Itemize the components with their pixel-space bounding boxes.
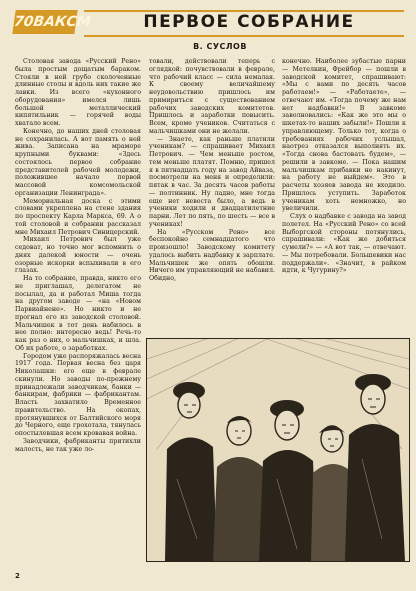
paragraph: Столовая завода «Русский Рено» была простым дощатым бараком. Стояли в ней грубо сколоченные длинные столы и вдоль них такие же лавки. Из всего «кухонного оборудования» имелся лишь большой металлический кипятильник — горячей воды хватало всем. — [15, 58, 141, 127]
paragraph: Заводчики, фабриканты притихли малость, не так уже ло- — [15, 437, 141, 453]
paragraph: — Знаете, как раньше платили ученикам? — спрашивает Михаил Петрович. — Чем меньше ростом, тем меньше платят. Помню, пришел я в пятнадцать году на завод Айваза, посмотрели на меня и определили: пятак в час. За десять часов работы — полтинник. Ну ладно, мне тогда еще нет невеста было, а ведь в ученики ходили и двадцатилетние парни. Лет по пять, по шесть — все в учениках! — [149, 135, 275, 228]
paragraph: конечно. Наиболее зубастые парни — Метелкин, Фрейбор — пошли в заводской комитет, спрашивают: «Мы с вами по десять часов работаем!» — «Работаете», — отвечают им. «Тогда почему же нам нет надбавки!» В завкоме заволновались: «Как же это мы о шкетах-то наших забыли!» Пошли к управляющему. Только тот, когда о требованиях рабочих услышал, наотрез отказался выполнять их. «Тогда снова бастовать будем», — решили в завкоме. — Пока нашим мальчишкам прибавки не накинут, на работу не выйдем». Это в расчеты хозяев завода не входило. Пришлось уступить. Заработок ученикам хоть немножко, но увеличили. — [282, 58, 406, 213]
paragraph: Слух о надбавке с завода на завод полетел. На «Русский Рено» со всей Выборгской стороны потянулись, спрашивали: «Как же добиться сумели?» — «А вот так, — отвечают. — Мы потребовали. Большевики нас поддержали». «Значит, в райком идти, к Чугурину?» — [282, 213, 406, 275]
paragraph: На то собрание, правда, никто его не приглашал, делегатом не посылал, да и работал Миша тогда на другом заводе — «на «Новом Парвиайнене». Но никто и не прогнал его из заводской столовой. Мальчишек в тот день набилось в нее полно: интересно ведь! Речь-то как раз о них, о мальчишках, и шла. Об их работе, о заработках. — [15, 275, 141, 352]
header-rule-bottom — [84, 35, 404, 37]
text-column-1 — [15, 58, 141, 566]
paragraph: На «Русском Рено» все беспокойно семнадцатого что произошло! Заводскому комитету удалось выбить надбавку к зарплате. Мальчишек же опять обошли. Ничего им управляющий не набавил. Обидно, — [149, 228, 275, 282]
paragraph: Мемориальная доска с этими словами укреплена на стене здания по проспекту Карла Маркса, 69. А о той столовой и собрании рассказал мне Михаил Петрович Синицерский. — [15, 197, 141, 236]
paragraph: товали, действовали теперь с оглядкой: почувствовали в феврале, что рабочий класс — сила немалая. К своему величайшему неудовольствию пришлось им примириться с существованием рабочих заводских комитетов. Пришлось и заработки повысить. Всем, кроме учеников. Считаться с мальчишками они не желали. — [149, 58, 275, 135]
magazine-logo: 70ВАКСМ — [12, 10, 77, 34]
illustration-drawing — [147, 339, 409, 561]
text-column-2 — [149, 58, 275, 330]
text-column-3 — [282, 58, 406, 330]
paragraph: Городом уже распоряжалась весна 1917 года. Первая весна без царя Николашки: его еще в феврале скинули. Но заводы по-прежнему принадлежали заводчикам, банки — банкирам, фабрики — фабрикантам. Власть захватило Временное правительство. На окопах, протянувшихся от Балтийского моря до Черного, еще грохотала, тянулась опостылевшая всем кровавая война. — [15, 352, 141, 437]
page-number: 2 — [15, 572, 20, 580]
article-author: В. СУСЛОВ — [193, 42, 247, 51]
paragraph: Михаил Петрович был уже седоват, но точно мог вспомнить о днях далекой юности — очень озорные искорки вспыхивали в его глазах. — [15, 236, 141, 275]
paragraph: Конечно, до наших дней столовая не сохранилась. А вот память о ней жива. Записана на мраморе крупными буквами: «Здесь состоялось первое собрание представителей рабочей молодежи, положившее начало первой массовой комсомольской организации Ленинграда». — [15, 127, 141, 197]
article-title: ПЕРВОЕ СОБРАНИЕ — [143, 12, 355, 32]
group-of-young-workers-illustration — [146, 338, 410, 562]
